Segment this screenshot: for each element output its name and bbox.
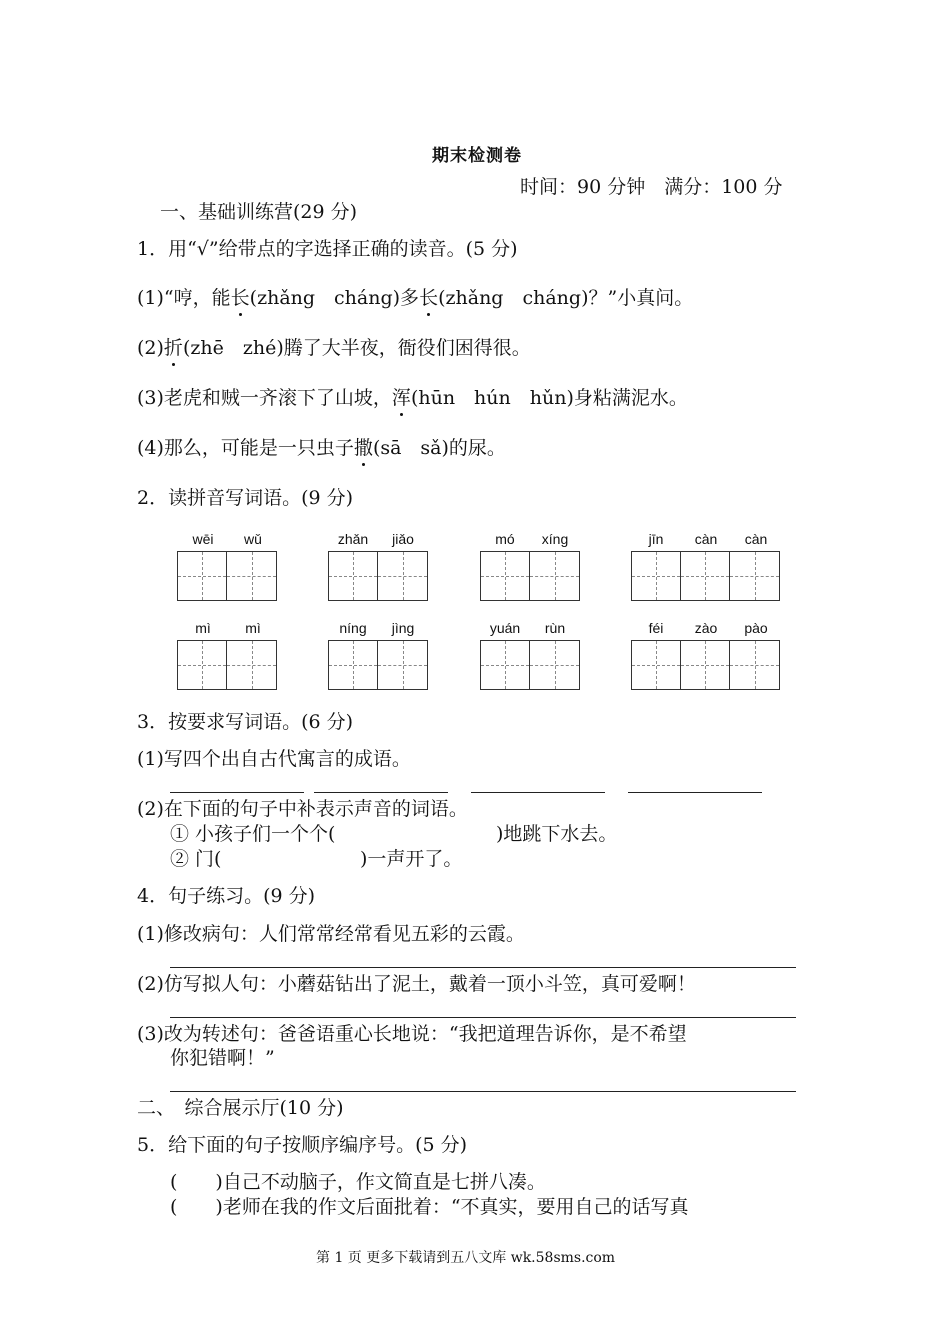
q3-part-2-2-pre: ② 门(	[170, 848, 222, 870]
answer-line[interactable]	[471, 792, 605, 793]
answer-line[interactable]	[170, 967, 796, 968]
pinyin-label: féi	[648, 620, 664, 636]
dotted-char: 折	[163, 337, 183, 359]
pinyin-label: pào	[744, 620, 768, 636]
grid-cell[interactable]	[227, 641, 276, 689]
q1-item-1	[137, 286, 693, 310]
writing-grid[interactable]	[631, 551, 780, 601]
page-footer: 第 1 页 更多下载请到五八文库 wk.58sms.com	[316, 1250, 616, 1266]
q5-sentence-2: ( )老师在我的作文后面批着：“不真实，要用自己的话写真	[170, 1196, 689, 1218]
q3-part-2: (2)在下面的句子中补表示声音的词语。	[137, 798, 468, 820]
q1-item-2-post: (zhē zhé)腾了大半夜，衙役们困得很。	[182, 337, 531, 359]
pinyin-label: wēi	[192, 531, 214, 547]
pinyin-label: zào	[694, 620, 718, 636]
writing-grid[interactable]	[480, 551, 580, 601]
q4-part-3-line2: 你犯错啊！”	[170, 1047, 275, 1069]
exam-meta: 时间：90 分钟 满分：100 分	[520, 176, 783, 198]
grid-cell[interactable]	[378, 552, 427, 600]
pinyin-label: jīn	[648, 531, 664, 547]
answer-line[interactable]	[628, 792, 762, 793]
q1-item-4	[137, 436, 506, 460]
q1-item-1-pre: (1)“哼，能	[137, 287, 231, 309]
q4-heading: 4．句子练习。(9 分)	[137, 885, 316, 907]
q4-part-1: (1)修改病句：人们常常经常看见五彩的云霞。	[137, 923, 525, 945]
pinyin-label: càn	[744, 531, 768, 547]
q5-sentence-1: ( )自己不动脑子，作文简直是七拼八凑。	[170, 1171, 546, 1193]
section-1-heading: 一、基础训练营(29 分)	[160, 201, 358, 223]
answer-line[interactable]	[170, 792, 304, 793]
q1-item-1-mid: (zhǎng cháng)多	[249, 287, 420, 309]
pinyin-label: zhǎn	[337, 531, 369, 547]
q4-part-2: (2)仿写拟人句：小蘑菇钻出了泥土，戴着一顶小斗笠，真可爱啊！	[137, 973, 696, 995]
q3-part-2-2-post: )一声开了。	[360, 848, 463, 870]
q1-item-3	[137, 386, 688, 410]
pinyin-label: mì	[195, 620, 211, 636]
grid-cell[interactable]	[378, 641, 427, 689]
pinyin-label: yuán	[489, 620, 521, 636]
grid-cell[interactable]	[227, 552, 276, 600]
grid-cell[interactable]	[481, 641, 530, 689]
answer-line[interactable]	[314, 792, 448, 793]
q3-heading: 3．按要求写词语。(6 分)	[137, 711, 354, 733]
q3-part-2-1-pre: ① 小孩子们一个个(	[170, 823, 336, 845]
q1-item-4-post: (sā sǎ)的尿。	[372, 437, 506, 459]
grid-cell[interactable]	[730, 552, 779, 600]
answer-line[interactable]	[170, 1091, 796, 1092]
q1-heading: 1．用“√”给带点的字选择正确的读音。(5 分)	[137, 238, 518, 260]
q5-heading: 5．给下面的句子按顺序编序号。(5 分)	[137, 1134, 468, 1156]
pinyin-label: càn	[694, 531, 718, 547]
writing-grid[interactable]	[328, 551, 428, 601]
grid-cell[interactable]	[481, 552, 530, 600]
grid-cell[interactable]	[329, 552, 378, 600]
answer-line[interactable]	[170, 1017, 796, 1018]
pinyin-label: níng	[339, 620, 367, 636]
page-title: 期末检测卷	[432, 146, 522, 166]
dotted-char: 长	[419, 287, 439, 309]
grid-cell[interactable]	[178, 641, 227, 689]
section-2-heading: 二、 综合展示厅(10 分)	[137, 1097, 344, 1119]
q1-item-2-pre: (2)	[137, 337, 164, 359]
grid-cell[interactable]	[530, 641, 579, 689]
q1-item-4-pre: (4)那么，可能是一只虫子	[137, 437, 354, 459]
grid-cell[interactable]	[681, 641, 730, 689]
pinyin-label: mì	[245, 620, 261, 636]
dotted-char: 浑	[391, 387, 411, 409]
q3-part-1: (1)写四个出自古代寓言的成语。	[137, 748, 411, 770]
pinyin-label: rùn	[544, 620, 566, 636]
pinyin-label: jiǎo	[392, 531, 414, 547]
writing-grid[interactable]	[631, 640, 780, 690]
grid-cell[interactable]	[178, 552, 227, 600]
q1-item-1-post: (zhǎng cháng)？”小真问。	[438, 287, 694, 309]
dotted-char: 长	[230, 287, 250, 309]
grid-cell[interactable]	[730, 641, 779, 689]
grid-cell[interactable]	[530, 552, 579, 600]
grid-cell[interactable]	[632, 641, 681, 689]
writing-grid[interactable]	[480, 640, 580, 690]
pinyin-label: xíng	[541, 531, 569, 547]
q1-item-3-pre: (3)老虎和贼一齐滚下了山坡，	[137, 387, 392, 409]
grid-cell[interactable]	[681, 552, 730, 600]
pinyin-label: jìng	[391, 620, 415, 636]
pinyin-label: mó	[495, 531, 515, 547]
q1-item-2	[137, 336, 531, 360]
q2-heading: 2．读拼音写词语。(9 分)	[137, 487, 354, 509]
q4-part-3-line1: (3)改为转述句：爸爸语重心长地说：“我把道理告诉你，是不希望	[137, 1023, 687, 1045]
q3-part-2-1-post: )地跳下水去。	[496, 823, 618, 845]
grid-cell[interactable]	[632, 552, 681, 600]
q1-item-3-post: (hūn hún hǔn)身粘满泥水。	[410, 387, 688, 409]
grid-cell[interactable]	[329, 641, 378, 689]
pinyin-label: wǔ	[244, 531, 262, 547]
writing-grid[interactable]	[328, 640, 428, 690]
writing-grid[interactable]	[177, 551, 277, 601]
dotted-char: 撒	[353, 437, 373, 459]
writing-grid[interactable]	[177, 640, 277, 690]
